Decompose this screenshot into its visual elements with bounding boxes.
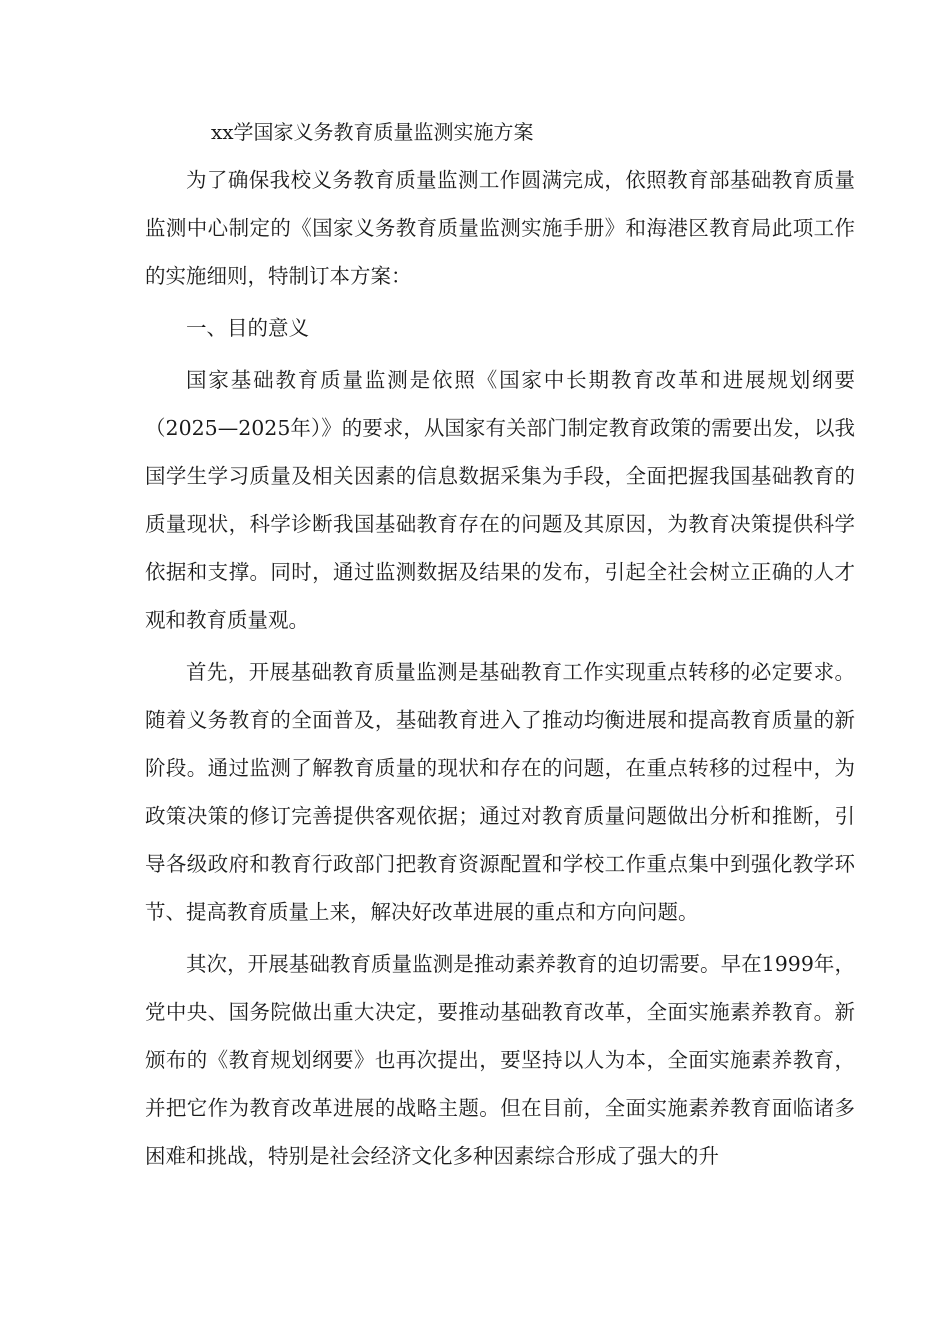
paragraph-monitoring-basis: 国家基础教育质量监测是依照《国家中长期教育改革和进展规划纲要（2025—2025年）》的要求，从国家有关部门制定教育政策的需要出发，以我国学生学习质量及相关因素的信息数据采集为手段，全面把握我国基础教育的质量现状，科学诊断我国基础教育存在的问题及其原因，为教育决策提供科学依据和支撑。同时，通过监测数据及结果的发布，引起全社会树立正确的人才观和教育质量观。 <box>145 368 855 632</box>
paragraph-first-reason: 首先，开展基础教育质量监测是基础教育工作实现重点转移的必定要求。随着义务教育的全面普及，基础教育进入了推动均衡进展和提高教育质量的新阶段。通过监测了解教育质量的现状和存在的问题，在重点转移的过程中，为政策决策的修订完善提供客观依据；通过对教育质量问题做出分析和推断，引导各级政府和教育行政部门把教育资源配置和学校工作重点集中到强化教学环节、提高教育质量上来，解决好改革进展的重点和方向问题。 <box>145 660 855 924</box>
document-body <box>145 156 855 1184</box>
section-heading-purpose: 一、目的意义 <box>186 316 309 340</box>
document-title: xx学国家义务教育质量监测实施方案 <box>211 120 534 144</box>
paragraph-second-reason: 其次，开展基础教育质量监测是推动素养教育的迫切需要。早在1999年，党中央、国务院做出重大决定，要推动基础教育改革，全面实施素养教育。新颁布的《教育规划纲要》也再次提出，要坚持以人为本，全面实施素养教育，并把它作为教育改革进展的战略主题。但在目前，全面实施素养教育面临诸多困难和挑战，特别是社会经济文化多种因素综合形成了强大的升 <box>145 952 855 1168</box>
paragraph-intro: 为了确保我校义务教育质量监测工作圆满完成，依照教育部基础教育质量监测中心制定的《国家义务教育质量监测实施手册》和海港区教育局此项工作的实施细则，特制订本方案： <box>145 168 855 288</box>
